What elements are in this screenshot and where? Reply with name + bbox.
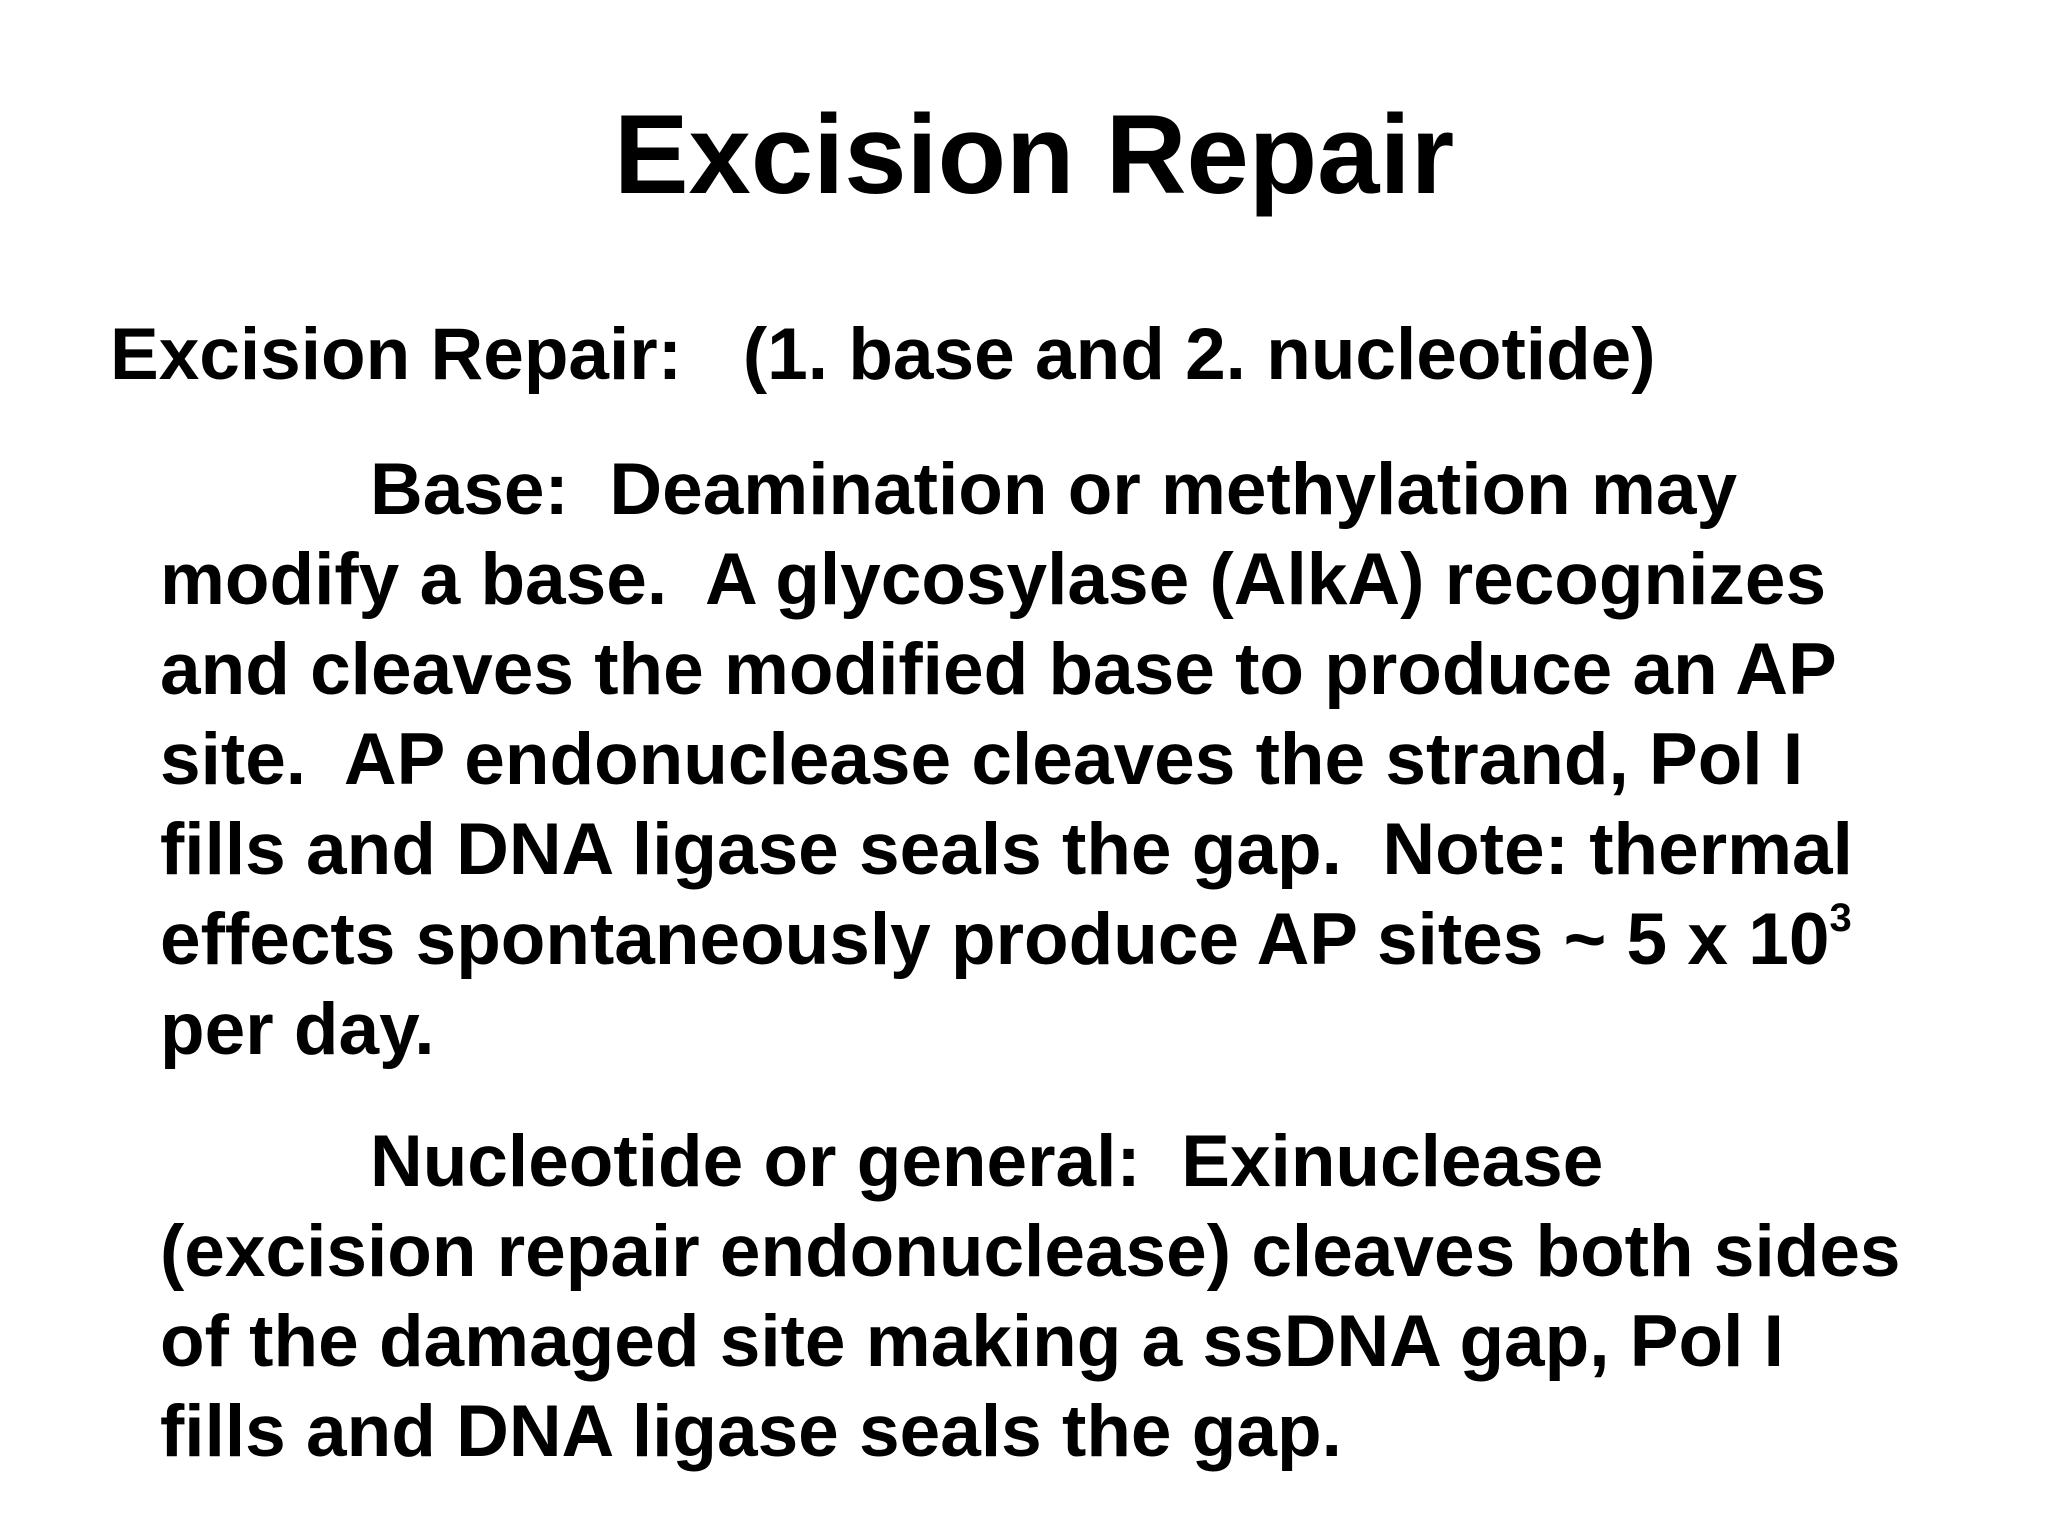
paragraph-line: Base: Deamination or methylation may	[370, 449, 1738, 530]
paragraph-line: fills and DNA ligase seals the gap.	[160, 1391, 1342, 1472]
paragraph-line: Nucleotide or general: Exinuclease	[370, 1121, 1604, 1202]
paragraph-line: of the damaged site making a ssDNA gap, Pol I	[160, 1301, 1784, 1382]
paragraph-line-with-exponent	[160, 895, 1960, 985]
slide-subtitle: Excision Repair: (1. base and 2. nucleotide)	[110, 314, 1656, 395]
nucleotide-excision-paragraph	[160, 1117, 1960, 1477]
paragraph-line-text: effects spontaneously produce AP sites ~ 5 x 10	[160, 899, 1830, 980]
paragraph-line: (excision repair endonuclease) cleaves both sides	[160, 1211, 1901, 1292]
exponent: 3	[1829, 895, 1852, 940]
paragraph-line: modify a base. A glycosylase (AlkA) recognizes	[160, 539, 1827, 620]
paragraph-line: per day.	[160, 989, 435, 1070]
paragraph-line: fills and DNA ligase seals the gap. Note: thermal	[160, 809, 1853, 890]
paragraph-line: site. AP endonuclease cleaves the strand, Pol I	[160, 719, 1804, 800]
base-excision-paragraph	[160, 445, 1960, 1075]
slide-title: Excision Repair	[613, 92, 1455, 217]
paragraph-line: and cleaves the modified base to produce an AP	[160, 629, 1837, 710]
